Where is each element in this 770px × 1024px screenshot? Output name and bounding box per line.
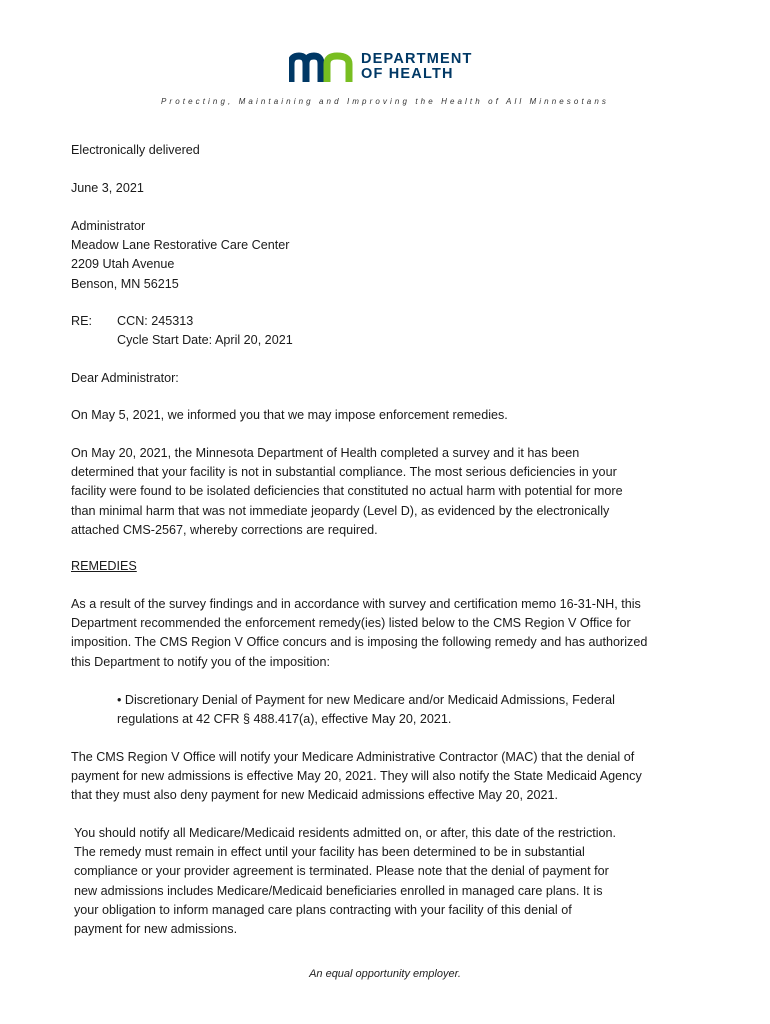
paragraph-line: your obligation to inform managed care plans contracting with your facility of this denial of bbox=[74, 902, 572, 917]
paragraph-line: that they must also deny payment for new Medicaid admissions effective May 20, 2021. bbox=[71, 788, 558, 803]
paragraph-3 bbox=[71, 595, 711, 672]
paragraph-line: facility were found to be isolated deficiencies that constituted no actual harm with potential for more bbox=[71, 484, 623, 499]
salutation: Dear Administrator: bbox=[71, 371, 179, 385]
paragraph-line: imposition. The CMS Region V Office concurs and is imposing the following remedy and has authorized bbox=[71, 635, 648, 650]
paragraph-line: payment for new admissions. bbox=[74, 922, 238, 937]
delivery-method: Electronically delivered bbox=[71, 143, 200, 157]
paragraph-line: payment for new admissions is effective May 20, 2021. They will also notify the State Medicaid Agency bbox=[71, 769, 642, 784]
paragraph-line: this Department to notify you of the imposition: bbox=[71, 654, 331, 669]
paragraph-4 bbox=[71, 748, 711, 806]
paragraph-5 bbox=[74, 824, 714, 939]
paragraph-line: compliance or your provider agreement is terminated. Please note that the denial of payment for bbox=[74, 864, 609, 879]
re-cycle-start: Cycle Start Date: April 20, 2021 bbox=[117, 333, 293, 348]
mn-logo-icon bbox=[289, 52, 355, 84]
footer-equal-opportunity: An equal opportunity employer. bbox=[309, 968, 461, 980]
re-ccn: CCN: 245313 bbox=[117, 314, 194, 328]
address-line: Administrator bbox=[71, 219, 146, 233]
logo-line-1: DEPARTMENT bbox=[361, 51, 473, 67]
remedy-bullet bbox=[117, 691, 717, 729]
paragraph-line: The CMS Region V Office will notify your Medicare Administrative Contractor (MAC) that the denial of bbox=[71, 750, 635, 764]
paragraph-line: The remedy must remain in effect until your facility has been determined to be in substantial bbox=[74, 845, 585, 860]
paragraph-1: On May 5, 2021, we informed you that we may impose enforcement remedies. bbox=[71, 408, 508, 422]
bullet-line: regulations at 42 CFR § 488.417(a), effective May 20, 2021. bbox=[117, 712, 452, 727]
address-line: Meadow Lane Restorative Care Center bbox=[71, 238, 290, 253]
paragraph-2 bbox=[71, 444, 711, 540]
bullet-line: • Discretionary Denial of Payment for new Medicare and/or Medicaid Admissions, Federal bbox=[117, 693, 615, 707]
paragraph-line: new admissions includes Medicare/Medicaid beneficiaries enrolled in managed care plans. It is bbox=[74, 883, 603, 898]
logo-wordmark bbox=[361, 52, 473, 82]
logo-line-2: OF HEALTH bbox=[361, 66, 454, 82]
tagline: Protecting, Maintaining and Improving the Health of All Minnesotans bbox=[161, 97, 609, 106]
paragraph-line: You should notify all Medicare/Medicaid residents admitted on, or after, this date of the restriction. bbox=[74, 826, 617, 840]
address-line: 2209 Utah Avenue bbox=[71, 257, 175, 272]
paragraph-line: Department recommended the enforcement remedy(ies) listed below to the CMS Region V Office for bbox=[71, 616, 631, 631]
re-label: RE: bbox=[71, 314, 92, 328]
paragraph-line: attached CMS-2567, whereby corrections are required. bbox=[71, 522, 378, 537]
address-line: Benson, MN 56215 bbox=[71, 276, 179, 291]
remedies-heading: REMEDIES bbox=[71, 559, 137, 573]
letter-date: June 3, 2021 bbox=[71, 181, 144, 195]
re-values bbox=[117, 312, 293, 350]
paragraph-line: As a result of the survey findings and in accordance with survey and certification memo 16-31-NH, this bbox=[71, 597, 641, 611]
paragraph-line: On May 20, 2021, the Minnesota Department of Health completed a survey and it has been bbox=[71, 446, 580, 460]
paragraph-line: than minimal harm that was not immediate jeopardy (Level D), as evidenced by the electronically bbox=[71, 503, 610, 518]
paragraph-line: determined that your facility is not in substantial compliance. The most serious deficiencies in your bbox=[71, 465, 617, 480]
mdh-logo bbox=[289, 52, 489, 86]
recipient-address bbox=[71, 217, 711, 294]
